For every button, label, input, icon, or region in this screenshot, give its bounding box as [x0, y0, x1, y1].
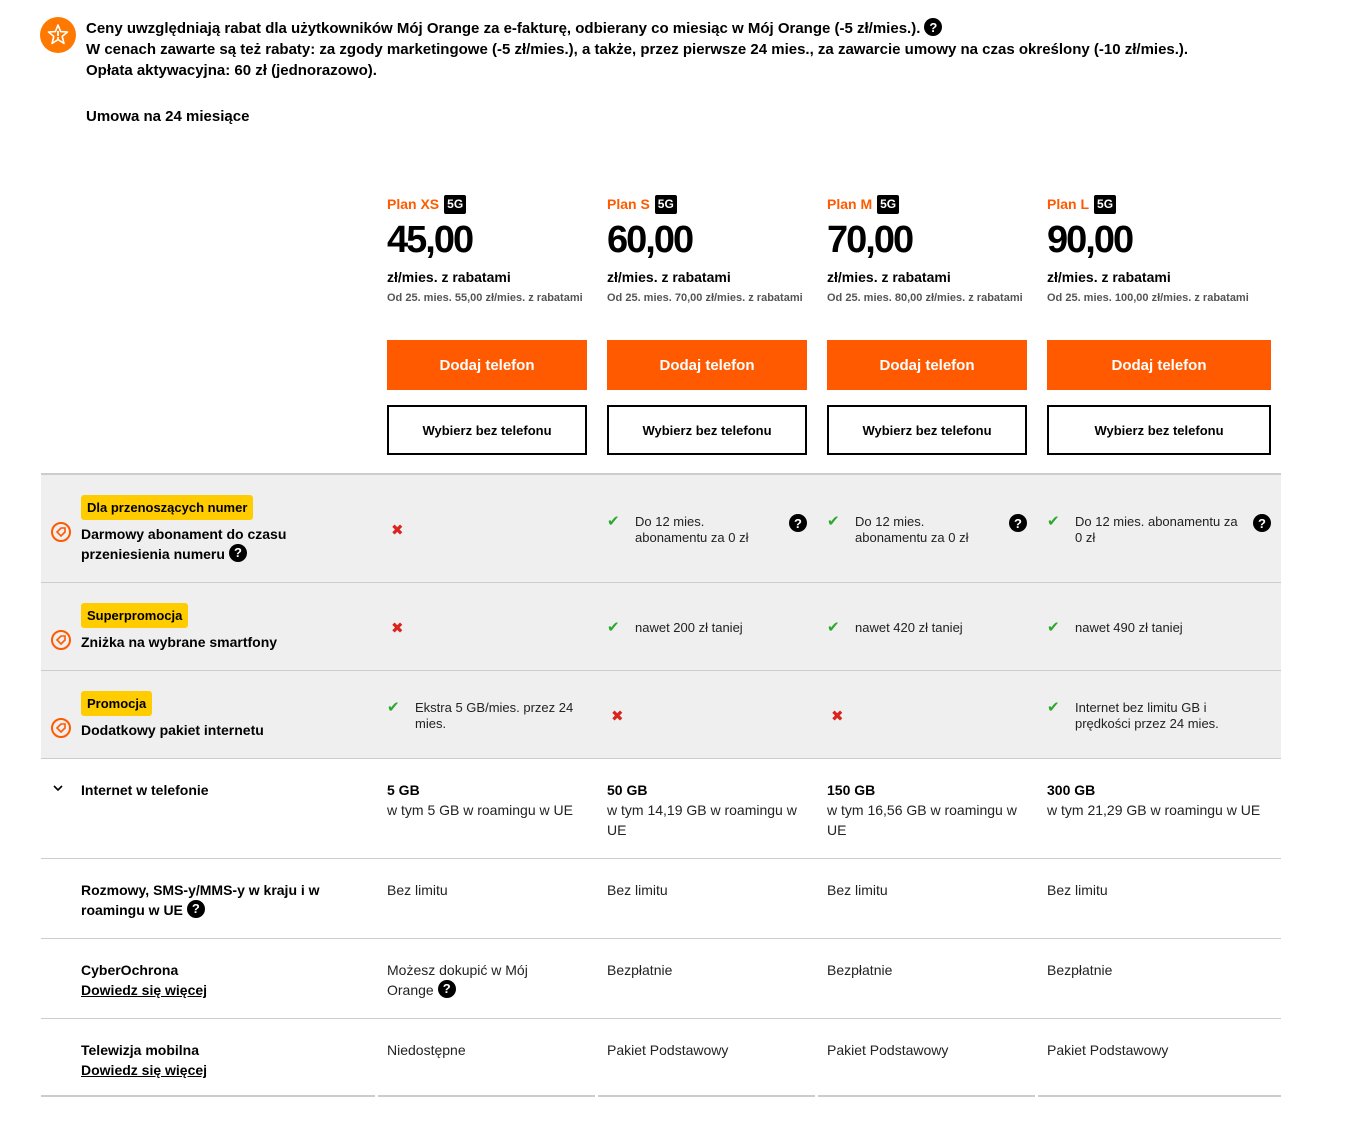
check-icon: ✔ — [1047, 699, 1060, 716]
promo-value-text: nawet 200 zł taniej — [635, 620, 743, 635]
price-unit: zł/mies. z rabatami — [1047, 269, 1171, 285]
plan-name: Plan S — [607, 196, 650, 212]
add-phone-button[interactable]: Dodaj telefon — [1047, 340, 1271, 390]
contract-length: Umowa na 24 miesiące — [86, 108, 250, 125]
cross-icon: ✖ — [391, 522, 404, 539]
plan-price: 45,00 — [387, 219, 473, 261]
info-star-icon — [40, 17, 76, 53]
plan-price: 90,00 — [1047, 219, 1133, 261]
promo-value-text: nawet 420 zł taniej — [855, 620, 963, 635]
spec-value — [387, 780, 587, 820]
plan-m — [827, 192, 1051, 438]
spec-row-calls — [41, 859, 1281, 939]
spec-value: Pakiet Podstawowy — [1047, 1042, 1169, 1058]
spec-value: Bezpłatnie — [827, 962, 893, 978]
plan-name: Plan XS — [387, 196, 440, 212]
check-icon: ✔ — [1047, 619, 1060, 636]
divider — [41, 1095, 375, 1097]
plan-s — [607, 192, 831, 438]
spec-title: Telewizja mobilna — [81, 1042, 199, 1058]
promo-tag-icon — [51, 522, 71, 542]
promo-tag-icon — [51, 630, 71, 650]
data-amount: 50 GB — [607, 782, 648, 798]
price-unit: zł/mies. z rabatami — [387, 269, 511, 285]
check-icon: ✔ — [607, 513, 620, 530]
promo-value-text: nawet 490 zł taniej — [1075, 620, 1183, 635]
choose-without-phone-button[interactable]: Wybierz bez telefonu — [1047, 405, 1271, 455]
help-icon[interactable]: ? — [229, 544, 247, 562]
spec-value: Bez limitu — [1047, 882, 1108, 898]
add-phone-button[interactable]: Dodaj telefon — [607, 340, 807, 390]
promo-title: Darmowy abonament do czasu przeniesienia numeru — [81, 526, 287, 562]
learn-more-link[interactable]: Dowiedz się więcej — [81, 982, 208, 998]
spec-value: Pakiet Podstawowy — [607, 1042, 729, 1058]
5g-badge: 5G — [444, 195, 466, 214]
5g-badge: 5G — [877, 195, 899, 214]
plan-xs — [387, 192, 611, 438]
check-icon: ✔ — [387, 699, 400, 716]
check-icon: ✔ — [827, 513, 840, 530]
promo-value-text: Internet bez limitu GB i prędkości przez 24 mies. — [1075, 700, 1219, 731]
check-icon: ✔ — [607, 619, 620, 636]
spec-value: Bezpłatnie — [607, 962, 673, 978]
plan-name: Plan M — [827, 196, 873, 212]
plan-name: Plan L — [1047, 196, 1090, 212]
spec-title: CyberOchrona — [81, 962, 179, 978]
promo-badge: Dla przenoszących numer — [81, 495, 253, 520]
price-note: Od 25. mies. 55,00 zł/mies. z rabatami — [387, 292, 583, 304]
help-icon[interactable]: ? — [438, 980, 456, 998]
promo-value-text: Do 12 mies. abonamentu za 0 zł — [635, 514, 749, 545]
data-amount: 150 GB — [827, 782, 876, 798]
promo-tag-icon — [51, 718, 71, 738]
spec-value: Bez limitu — [607, 882, 668, 898]
promo-row-extra-data — [41, 671, 1281, 759]
chevron-down-icon[interactable] — [53, 781, 63, 795]
choose-without-phone-button[interactable]: Wybierz bez telefonu — [607, 405, 807, 455]
roaming-note: w tym 5 GB w roamingu w UE — [387, 802, 573, 818]
spec-value: Bezpłatnie — [1047, 962, 1113, 978]
plan-price: 60,00 — [607, 219, 693, 261]
help-icon[interactable]: ? — [1253, 514, 1271, 532]
roaming-note: w tym 16,56 GB w roamingu w UE — [827, 802, 1017, 838]
spec-value: Niedostępne — [387, 1042, 466, 1058]
spec-title: Rozmowy, SMS-y/MMS-y w kraju i w roamingu w UE — [81, 882, 320, 918]
5g-badge: 5G — [1094, 195, 1116, 214]
data-amount: 5 GB — [387, 782, 420, 798]
promo-value-text: Ekstra 5 GB/mies. przez 24 mies. — [415, 700, 574, 731]
cross-icon: ✖ — [391, 620, 404, 637]
price-note: Od 25. mies. 70,00 zł/mies. z rabatami — [607, 292, 803, 304]
plan-l — [1047, 192, 1271, 438]
info-line-2: W cenach zawarte są też rabaty: za zgody marketingowe (-5 zł/mies.), a także, przez pierwsze 24 mies., za zawarcie umowy na czas określony (-10 zł/mies.). — [86, 41, 1189, 58]
spec-value: Bez limitu — [387, 882, 448, 898]
check-icon: ✔ — [1047, 513, 1060, 530]
spec-value — [387, 960, 557, 1000]
cross-icon: ✖ — [611, 708, 624, 725]
help-icon[interactable]: ? — [1009, 514, 1027, 532]
check-icon: ✔ — [827, 619, 840, 636]
help-icon[interactable]: ? — [187, 900, 205, 918]
spec-row-mobile-tv — [41, 1019, 1281, 1095]
spec-row-internet — [41, 759, 1281, 859]
5g-badge: 5G — [655, 195, 677, 214]
data-amount: 300 GB — [1047, 782, 1096, 798]
pricing-info — [86, 18, 1306, 81]
learn-more-link[interactable]: Dowiedz się więcej — [81, 1062, 208, 1078]
plan-price: 70,00 — [827, 219, 913, 261]
info-line-1: Ceny uwzględniają rabat dla użytkowników Mój Orange za e-fakturę, odbierany co miesiąc w Mój Orange (-5 zł/mies.). — [86, 20, 921, 37]
spec-value: Bez limitu — [827, 882, 888, 898]
divider — [1038, 1095, 1281, 1097]
add-phone-button[interactable]: Dodaj telefon — [827, 340, 1027, 390]
add-phone-button[interactable]: Dodaj telefon — [387, 340, 587, 390]
divider — [598, 1095, 815, 1097]
roaming-note: w tym 14,19 GB w roamingu w UE — [607, 802, 797, 838]
promo-badge: Promocja — [81, 691, 152, 716]
help-icon[interactable]: ? — [789, 514, 807, 532]
info-line-3: Opłata aktywacyjna: 60 zł (jednorazowo). — [86, 62, 377, 79]
price-unit: zł/mies. z rabatami — [607, 269, 731, 285]
price-note: Od 25. mies. 100,00 zł/mies. z rabatami — [1047, 292, 1249, 304]
spec-value-text: Możesz dokupić w Mój Orange — [387, 962, 528, 998]
divider — [378, 1095, 595, 1097]
promo-title: Zniżka na wybrane smartfony — [81, 634, 278, 650]
promo-value-text: Do 12 mies. abonamentu za 0 zł — [1075, 514, 1238, 545]
divider — [818, 1095, 1035, 1097]
cross-icon: ✖ — [831, 708, 844, 725]
spec-title[interactable]: Internet w telefonie — [81, 782, 209, 798]
spec-value — [607, 780, 807, 840]
choose-without-phone-button[interactable]: Wybierz bez telefonu — [387, 405, 587, 455]
spec-value — [827, 780, 1027, 840]
choose-without-phone-button[interactable]: Wybierz bez telefonu — [827, 405, 1027, 455]
price-unit: zł/mies. z rabatami — [827, 269, 951, 285]
spec-row-cyberprotection — [41, 939, 1281, 1019]
promo-value-text: Do 12 mies. abonamentu za 0 zł — [855, 514, 969, 545]
price-note: Od 25. mies. 80,00 zł/mies. z rabatami — [827, 292, 1023, 304]
promo-badge: Superpromocja — [81, 603, 188, 628]
promo-row-smartphone-discount — [41, 583, 1281, 671]
roaming-note: w tym 21,29 GB w roamingu w UE — [1047, 802, 1261, 818]
help-icon[interactable]: ? — [924, 18, 942, 36]
promo-row-number-transfer — [41, 475, 1281, 583]
spec-value — [1047, 780, 1277, 820]
spec-value: Pakiet Podstawowy — [827, 1042, 949, 1058]
promo-title: Dodatkowy pakiet internetu — [81, 722, 264, 738]
